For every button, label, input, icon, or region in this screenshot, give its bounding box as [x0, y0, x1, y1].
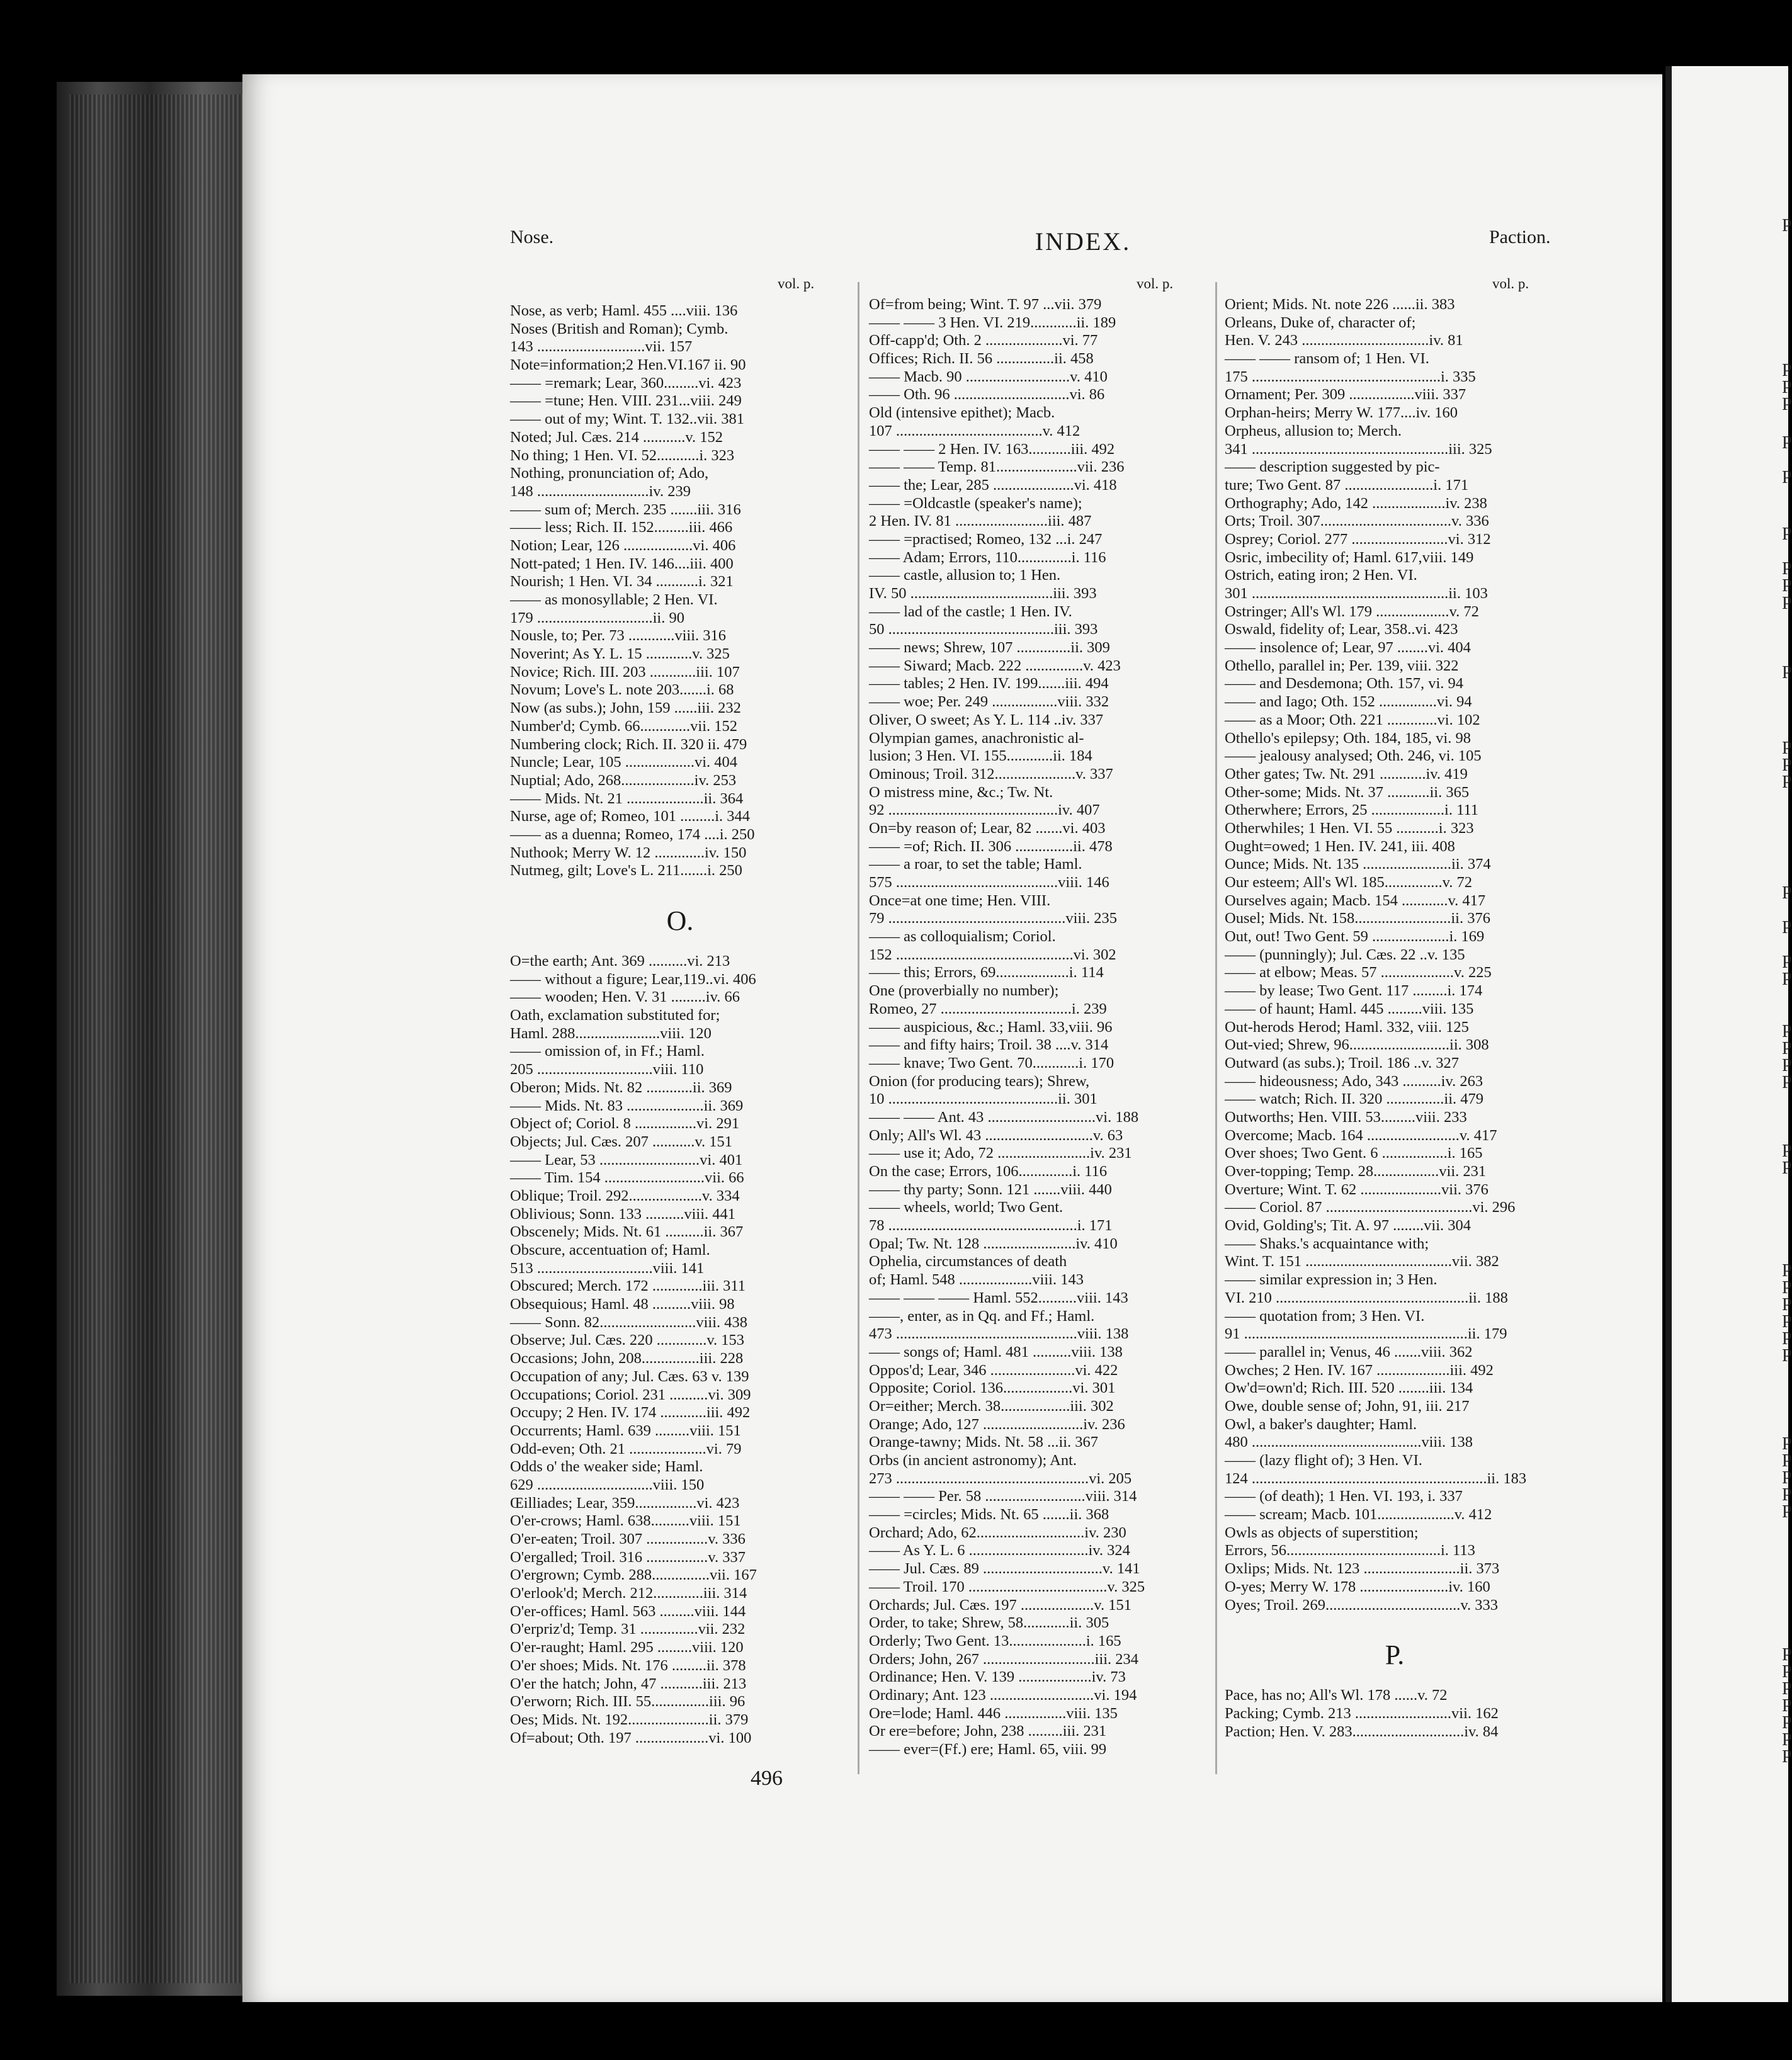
index-entry: —— as a Moor; Oth. 221 .............vi. 102 — [1225, 711, 1480, 728]
index-entry: Otherwhere; Errors, 25 ...................i. 111 — [1225, 801, 1479, 819]
column-header-1: vol. p. — [778, 276, 815, 291]
index-entry: O'er shoes; Mids. Nt. 176 .........ii. 378 — [510, 1656, 746, 1674]
index-entry: VI. 210 ..................................................ii. 188 — [1225, 1289, 1508, 1306]
index-entry: 179 ..............................ii. 90 — [510, 609, 684, 626]
index-entry: O'er-eaten; Troil. 307 ................v. 336 — [510, 1531, 746, 1548]
index-entry: Romeo, 27 ..................................i. 239 — [869, 1000, 1107, 1017]
index-entry: —— —— 3 Hen. VI. 219............ii. 189 — [869, 314, 1116, 331]
index-entry: Owches; 2 Hen. IV. 167 ...................iii. 492 — [1225, 1361, 1494, 1379]
index-entry: Occupy; 2 Hen. IV. 174 ............iii. 492 — [510, 1404, 751, 1422]
index-entry: O-yes; Merry W. 178 .......................iv. 160 — [1225, 1578, 1490, 1595]
index-entry: Nutmeg, gilt; Love's L. 211.......i. 250 — [510, 862, 742, 880]
index-entry: —— by lease; Two Gent. 117 .........i. 174 — [1225, 982, 1483, 1000]
index-entry: Orthography; Ado, 142 ...................iv. 238 — [1225, 494, 1487, 512]
index-entry: Orchards; Jul. Cæs. 197 ...................v. 151 — [869, 1596, 1131, 1614]
index-entry: Or=either; Merch. 38..................iii. 302 — [869, 1397, 1114, 1415]
index-entry: 143 ............................vii. 157 — [510, 338, 693, 356]
index-entry: Odds o' the weaker side; Haml. — [510, 1458, 703, 1476]
index-entry: Ore=lode; Haml. 446 ................viii. 135 — [869, 1704, 1118, 1722]
index-entry: Orpheus, allusion to; Merch. — [1225, 422, 1402, 439]
index-entry: —— auspicious, &c.; Haml. 33,viii. 96 — [869, 1018, 1113, 1036]
index-entry: Nose, as verb; Haml. 455 ....viii. 136 — [510, 302, 738, 319]
index-entry: O'er-offices; Haml. 563 .........viii. 144 — [510, 1602, 746, 1620]
index-entry: Observe; Jul. Cæs. 220 .............v. 153 — [510, 1332, 745, 1349]
index-entry: —— description suggested by pic- — [1225, 458, 1440, 476]
index-entry: Ought=owed; 1 Hen. IV. 241, iii. 408 — [1225, 837, 1455, 855]
column-divider — [1215, 282, 1217, 1774]
index-entry: Othello's epilepsy; Oth. 184, 185, vi. 98 — [1225, 729, 1471, 747]
index-entry: Number'd; Cymb. 66.............vii. 152 — [510, 717, 738, 735]
index-entry: Off-capp'd; Oth. 2 ....................vi. 77 — [869, 332, 1098, 349]
index-entry: Out, out! Two Gent. 59 ....................i. 169 — [1225, 928, 1485, 946]
index-entry: Onion (for producing tears); Shrew, — [869, 1072, 1090, 1090]
index-entry: —— scream; Macb. 101....................v. 412 — [1225, 1506, 1492, 1524]
index-entry: Ounce; Mids. Nt. 135 .......................ii. 374 — [1225, 856, 1491, 873]
index-entry: —— =tune; Hen. VIII. 231...viii. 249 — [510, 392, 742, 410]
index-entry: 205 ..............................viii. 110 — [510, 1061, 704, 1078]
index-entry: —— Adam; Errors, 110..............i. 116 — [869, 548, 1106, 566]
index-entry: O'erlook'd; Merch. 212.............iii. 314 — [510, 1585, 747, 1602]
index-entry: 513 ..............................viii. 141 — [510, 1259, 705, 1277]
index-entry: Nousle, to; Per. 73 ............viii. 316 — [510, 627, 726, 645]
index-entry: Our esteem; All's Wl. 185...............v. 72 — [1225, 874, 1472, 891]
index-entry: —— Sonn. 82.........................viii. 438 — [510, 1313, 748, 1331]
index-entry: —— Mids. Nt. 83 ....................ii. 369 — [510, 1097, 744, 1114]
index-entry: Oliver, O sweet; As Y. L. 114 ..iv. 337 — [869, 711, 1104, 728]
index-entry: of; Haml. 548 ...................viii. 143 — [869, 1271, 1084, 1289]
index-entry: —— similar expression in; 3 Hen. — [1225, 1271, 1438, 1289]
index-entry: Owls as objects of superstition; — [1225, 1524, 1419, 1541]
index-entry: Oxlips; Mids. Nt. 123 .........................ii. 373 — [1225, 1560, 1500, 1578]
index-entry: —— =of; Rich. II. 306 ...............ii. 478 — [869, 837, 1113, 855]
index-entry: —— the; Lear, 285 .....................vi. 418 — [869, 476, 1117, 494]
index-column-2 — [869, 296, 1209, 1759]
index-entry: On=by reason of; Lear, 82 .......vi. 403 — [869, 819, 1106, 837]
index-entry: —— —— 2 Hen. IV. 163...........iii. 492 — [869, 440, 1115, 458]
index-entry: Occupation of any; Jul. Cæs. 63 v. 139 — [510, 1367, 749, 1385]
index-entry: Paction; Hen. V. 283.............................iv. 84 — [1225, 1723, 1499, 1740]
index-entry: O'er-crows; Haml. 638..........viii. 151 — [510, 1512, 741, 1530]
index-entry: Obscure, accentuation of; Haml. — [510, 1242, 710, 1259]
index-entry: Olympian games, anachronistic al- — [869, 729, 1084, 747]
index-entry: —— ever=(Ff.) ere; Haml. 65, viii. 99 — [869, 1741, 1107, 1758]
index-entry: No thing; 1 Hen. VI. 52...........i. 323 — [510, 446, 735, 464]
index-entry: Out-herods Herod; Haml. 332, viii. 125 — [1225, 1018, 1469, 1036]
index-column-3 — [1225, 296, 1565, 1741]
page-number: 496 — [751, 1767, 783, 1790]
index-entry: O'er the hatch; John, 47 ...........iii. 213 — [510, 1675, 747, 1692]
index-entry: 50 ...........................................iii. 393 — [869, 621, 1098, 638]
index-entry: Of=from being; Wint. T. 97 ...vii. 379 — [869, 296, 1102, 313]
index-entry: —— hideousness; Ado, 343 ..........iv. 263 — [1225, 1072, 1483, 1090]
index-entry: Overcome; Macb. 164 ........................v. 417 — [1225, 1126, 1497, 1144]
index-entry: Haml. 288......................viii. 120 — [510, 1024, 712, 1042]
index-entry: —— =circles; Mids. Nt. 65 .......ii. 368 — [869, 1506, 1109, 1524]
index-entry: Nuncle; Lear, 105 ..................vi. 404 — [510, 754, 738, 771]
index-entry: —— =remark; Lear, 360.........vi. 423 — [510, 374, 742, 392]
index-entry: Nourish; 1 Hen. VI. 34 ...........i. 321 — [510, 573, 734, 591]
index-entry: Orange-tawny; Mids. Nt. 58 ...ii. 367 — [869, 1434, 1099, 1451]
column-header-2: vol. p. — [1137, 276, 1174, 291]
page-edges — [69, 94, 252, 1983]
index-entry: Oes; Mids. Nt. 192.....................ii. 379 — [510, 1711, 749, 1728]
index-entry: —— —— Per. 58 ..........................viii. 314 — [869, 1488, 1137, 1505]
index-entry: Oppos'd; Lear, 346 ......................vi. 422 — [869, 1361, 1118, 1379]
running-head-first-entry: Nose. — [510, 227, 554, 247]
index-entry: —— wooden; Hen. V. 31 .........iv. 66 — [510, 988, 740, 1006]
index-entry: O=the earth; Ant. 369 ..........vi. 213 — [510, 953, 730, 970]
index-entry: Offices; Rich. II. 56 ...............ii. 458 — [869, 350, 1094, 368]
index-entry: Osric, imbecility of; Haml. 617,viii. 149 — [1225, 548, 1474, 566]
index-entry: Orient; Mids. Nt. note 226 ......ii. 383 — [1225, 296, 1455, 313]
index-entry: Oswald, fidelity of; Lear, 358..vi. 423 — [1225, 621, 1458, 638]
index-entry: Obsequious; Haml. 48 ..........viii. 98 — [510, 1296, 735, 1313]
index-entry: —— Macb. 90 ...........................v. 410 — [869, 368, 1108, 385]
index-entry: —— less; Rich. II. 152.........iii. 466 — [510, 519, 733, 536]
index-entry: —— and Desdemona; Oth. 157, vi. 94 — [1225, 675, 1464, 693]
index-entry: Hen. V. 243 .................................iv. 81 — [1225, 332, 1463, 349]
index-entry: —— lad of the castle; 1 Hen. IV. — [869, 603, 1072, 620]
index-entry: —— quotation from; 3 Hen. VI. — [1225, 1307, 1425, 1325]
index-entry: Orders; John, 267 .............................iii. 234 — [869, 1650, 1139, 1668]
index-entry: —— news; Shrew, 107 ..............ii. 309 — [869, 639, 1110, 657]
index-entry: 575 ..........................................viii. 146 — [869, 874, 1109, 891]
facing-page-edge: P P P P P P P P P P P P P P P P P P P P P P P P P P P P P P P P P P P P P P P P P P — [1665, 66, 1788, 2002]
section-letter: P. — [1385, 1639, 1405, 1671]
index-entry: Ostrich, eating iron; 2 Hen. VI. — [1225, 567, 1417, 584]
index-entry: Occasions; John, 208...............iii. 228 — [510, 1350, 744, 1367]
index-entry: Errors, 56........................................i. 113 — [1225, 1542, 1475, 1559]
index-entry: O'erworn; Rich. III. 55...............iii. 96 — [510, 1693, 746, 1711]
column-header-3: vol. p. — [1492, 276, 1529, 291]
index-entry: Ow'd=own'd; Rich. III. 520 ........iii. 134 — [1225, 1379, 1473, 1397]
index-entry: —— Oth. 96 ..............................vi. 86 — [869, 386, 1105, 404]
index-entry: Old (intensive epithet); Macb. — [869, 404, 1055, 422]
index-entry: Othello, parallel in; Per. 139, viii. 322 — [1225, 657, 1459, 674]
index-entry: —— thy party; Sonn. 121 .......viii. 440 — [869, 1180, 1112, 1198]
index-entry: Orleans, Duke of, character of; — [1225, 314, 1416, 331]
index-entry: —— songs of; Haml. 481 ..........viii. 138 — [869, 1343, 1123, 1361]
index-entry: Ordinance; Hen. V. 139 ...................iv. 73 — [869, 1668, 1126, 1686]
index-entry: —— Shaks.'s acquaintance with; — [1225, 1235, 1429, 1252]
index-entry: —— wheels, world; Two Gent. — [869, 1199, 1063, 1216]
index-entry: 78 .................................................i. 171 — [869, 1217, 1113, 1235]
index-entry: lusion; 3 Hen. VI. 155............ii. 184 — [869, 747, 1092, 765]
index-entry: —— Troil. 170 ....................................v. 325 — [869, 1578, 1145, 1595]
index-entry: Object of; Coriol. 8 ................vi. 291 — [510, 1115, 740, 1133]
index-entry: —— use it; Ado, 72 ........................iv. 231 — [869, 1145, 1132, 1162]
index-entry: —— (lazy flight of); 3 Hen. VI. — [1225, 1452, 1422, 1469]
index-entry: On the case; Errors, 106..............i. 116 — [869, 1163, 1108, 1180]
index-entry: 273 ..................................................vi. 205 — [869, 1469, 1132, 1487]
index-entry: Occupations; Coriol. 231 ..........vi. 309 — [510, 1386, 751, 1403]
page-title: INDEX. — [1035, 227, 1131, 256]
index-entry: Novum; Love's L. note 203.......i. 68 — [510, 681, 734, 699]
index-entry: ture; Two Gent. 87 .......................i. 171 — [1225, 476, 1469, 494]
index-entry: 91 ..........................................................ii. 179 — [1225, 1325, 1507, 1343]
index-column-1 — [510, 302, 850, 1747]
index-entry: Oyes; Troil. 269...................................v. 333 — [1225, 1596, 1499, 1614]
index-entry: —— —— —— Haml. 552..........viii. 143 — [869, 1289, 1128, 1306]
index-entry: Oath, exclamation substituted for; — [510, 1007, 720, 1024]
index-entry: Oblique; Troil. 292...................v. 334 — [510, 1187, 740, 1204]
index-entry: Osprey; Coriol. 277 .........................vi. 312 — [1225, 530, 1491, 548]
index-entry: Overture; Wint. T. 62 .....................vii. 376 — [1225, 1180, 1489, 1198]
index-entry: Noses (British and Roman); Cymb. — [510, 320, 729, 337]
index-entry: —— =Oldcastle (speaker's name); — [869, 494, 1082, 512]
index-entry: —— woe; Per. 249 .................viii. 332 — [869, 693, 1109, 711]
index-entry: Packing; Cymb. 213 .........................vii. 162 — [1225, 1704, 1499, 1722]
index-entry: O'ergalled; Troil. 316 ................v. 337 — [510, 1548, 746, 1566]
index-entry: —— without a figure; Lear,119..vi. 406 — [510, 970, 756, 988]
index-entry: Ordinary; Ant. 123 ...........................vi. 194 — [869, 1686, 1137, 1704]
section-letter: O. — [666, 905, 694, 936]
index-entry: Noverint; As Y. L. 15 ............v. 325 — [510, 645, 730, 663]
index-entry: Oberon; Mids. Nt. 82 ............ii. 369 — [510, 1078, 732, 1096]
index-entry: Ourselves again; Macb. 154 ............v. 417 — [1225, 891, 1486, 909]
index-entry: Outward (as subs.); Troil. 186 ..v. 327 — [1225, 1054, 1460, 1072]
index-entry: 148 .............................iv. 239 — [510, 482, 691, 500]
index-entry: —— this; Errors, 69...................i. 114 — [869, 964, 1104, 982]
index-entry: 473 ...............................................viii. 138 — [869, 1325, 1129, 1343]
index-entry: —— Tim. 154 ..........................vii. 66 — [510, 1169, 744, 1187]
index-entry: —— and fifty hairs; Troil. 38 ....v. 314 — [869, 1036, 1109, 1054]
index-entry: —— Lear, 53 ..........................vi. 401 — [510, 1151, 743, 1169]
index-entry: Objects; Jul. Cæs. 207 ...........v. 151 — [510, 1133, 732, 1150]
index-entry: —— tables; 2 Hen. IV. 199.......iii. 494 — [869, 675, 1109, 693]
index-entry: Or ere=before; John, 238 .........iii. 231 — [869, 1723, 1107, 1740]
index-entry: Occurrents; Haml. 639 .........viii. 151 — [510, 1422, 741, 1439]
index-entry: Obscured; Merch. 172 .............iii. 311 — [510, 1277, 746, 1295]
index-entry: Nott-pated; 1 Hen. IV. 146....iii. 400 — [510, 555, 734, 572]
running-head-last-entry: Paction. — [1489, 227, 1551, 247]
index-entry: —— castle, allusion to; 1 Hen. — [869, 567, 1061, 584]
index-entry: One (proverbially no number); — [869, 982, 1059, 1000]
index-entry: Nuptial; Ado, 268...................iv. 253 — [510, 771, 737, 789]
index-entry: Now (as subs.); John, 159 ......iii. 232 — [510, 699, 741, 717]
index-entry: Owl, a baker's daughter; Haml. — [1225, 1415, 1417, 1433]
index-entry: Out-vied; Shrew, 96..........................ii. 308 — [1225, 1036, 1489, 1054]
index-entry: —— a roar, to set the table; Haml. — [869, 856, 1082, 873]
index-entry: Orange; Ado, 127 ..........................iv. 236 — [869, 1415, 1125, 1433]
index-entry: —— knave; Two Gent. 70............i. 170 — [869, 1054, 1114, 1072]
index-entry: IV. 50 .....................................iii. 393 — [869, 585, 1097, 602]
index-entry: —— —— ransom of; 1 Hen. VI. — [1225, 350, 1429, 368]
index-entry: 175 .................................................i. 335 — [1225, 368, 1476, 385]
index-entry: —— at elbow; Meas. 57 ...................v. 225 — [1225, 964, 1492, 982]
index-entry: —— Coriol. 87 ......................................vi. 296 — [1225, 1199, 1516, 1216]
index-entry: —— as colloquialism; Coriol. — [869, 928, 1056, 946]
index-entry: Outworths; Hen. VIII. 53.........viii. 233 — [1225, 1108, 1467, 1126]
index-entry: Orphan-heirs; Merry W. 177....iv. 160 — [1225, 404, 1458, 422]
index-entry: Orts; Troil. 307..................................v. 336 — [1225, 512, 1489, 530]
index-entry: Wint. T. 151 ......................................vii. 382 — [1225, 1253, 1499, 1271]
index-entry: Note=information;2 Hen.VI.167 ii. 90 — [510, 356, 746, 374]
index-entry: Other-some; Mids. Nt. 37 ...........ii. 365 — [1225, 783, 1470, 801]
index-entry: Notion; Lear, 126 ..................vi. 406 — [510, 536, 736, 554]
index-entry: —— jealousy analysed; Oth. 246, vi. 105 — [1225, 747, 1482, 765]
index-entry: Otherwhiles; 1 Hen. VI. 55 ...........i. 323 — [1225, 819, 1474, 837]
index-entry: Orbs (in ancient astronomy); Ant. — [869, 1452, 1077, 1469]
index-entry: Opposite; Coriol. 136..................vi. 301 — [869, 1379, 1116, 1397]
index-entry: Owe, double sense of; John, 91, iii. 217 — [1225, 1397, 1470, 1415]
index-entry: 152 ..............................................vi. 302 — [869, 946, 1116, 963]
index-entry: 301 ...................................................ii. 103 — [1225, 585, 1488, 602]
index-entry: Ovid, Golding's; Tit. A. 97 ........vii. 304 — [1225, 1217, 1472, 1235]
index-entry: —— and Iago; Oth. 152 ...............vi. 94 — [1225, 693, 1472, 711]
index-entry: Once=at one time; Hen. VIII. — [869, 891, 1051, 909]
index-entry: ——, enter, as in Qq. and Ff.; Haml. — [869, 1307, 1095, 1325]
index-entry: 2 Hen. IV. 81 ........................iii. 487 — [869, 512, 1092, 530]
index-entry: —— of haunt; Haml. 445 .........viii. 135 — [1225, 1000, 1474, 1017]
index-entry: Over-topping; Temp. 28.................vii. 231 — [1225, 1163, 1487, 1180]
index-entry: Ophelia, circumstances of death — [869, 1253, 1067, 1271]
index-entry: Ousel; Mids. Nt. 158.........................ii. 376 — [1225, 910, 1490, 927]
index-entry: 124 .............................................................ii. 183 — [1225, 1469, 1527, 1487]
index-entry: Oblivious; Sonn. 133 ..........viii. 441 — [510, 1205, 736, 1223]
index-entry: O'ergrown; Cymb. 288...............vii. 167 — [510, 1566, 757, 1584]
index-entry: Opal; Tw. Nt. 128 ........................iv. 410 — [869, 1235, 1118, 1252]
index-entry: Orderly; Two Gent. 13....................i. 165 — [869, 1632, 1121, 1650]
index-entry: Ostringer; All's Wl. 179 ...................v. 72 — [1225, 603, 1479, 620]
index-entry: 10 ............................................ii. 301 — [869, 1090, 1097, 1108]
index-entry: Of=about; Oth. 197 ...................vi. 100 — [510, 1729, 752, 1746]
index-entry: —— sum of; Merch. 235 .......iii. 316 — [510, 501, 741, 518]
index-entry: —— out of my; Wint. T. 132..vii. 381 — [510, 410, 744, 428]
index-entry: —— omission of, in Ff.; Haml. — [510, 1043, 705, 1060]
index-entry: 107 ......................................v. 412 — [869, 422, 1080, 439]
index-entry: —— (of death); 1 Hen. VI. 193, i. 337 — [1225, 1488, 1463, 1505]
index-entry: Œilliades; Lear, 359................vi. 423 — [510, 1494, 740, 1512]
index-entry: Other gates; Tw. Nt. 291 ............iv. 419 — [1225, 765, 1468, 783]
index-entry: Order, to take; Shrew, 58............ii. 305 — [869, 1614, 1109, 1632]
index-entry: Nothing, pronunciation of; Ado, — [510, 465, 709, 482]
index-entry: 629 ..............................viii. 150 — [510, 1476, 705, 1493]
index-entry: Odd-even; Oth. 21 ....................vi. 79 — [510, 1440, 742, 1457]
index-entry: O'erpriz'd; Temp. 31 ...............vii. 232 — [510, 1621, 746, 1638]
index-entry: 341 ...................................................iii. 325 — [1225, 440, 1492, 458]
index-entry: 92 ............................................iv. 407 — [869, 801, 1100, 819]
index-entry: —— As Y. L. 6 ...............................iv. 324 — [869, 1542, 1130, 1559]
index-entry: Nuthook; Merry W. 12 .............iv. 150 — [510, 844, 747, 861]
index-entry: Over shoes; Two Gent. 6 .................i. 165 — [1225, 1145, 1483, 1162]
index-entry: Orchard; Ado, 62............................iv. 230 — [869, 1524, 1126, 1541]
index-entry: —— —— Temp. 81.....................vii. 236 — [869, 458, 1125, 476]
index-entry: Novice; Rich. III. 203 ............iii. 107 — [510, 663, 740, 681]
index-entry: —— as monosyllable; 2 Hen. VI. — [510, 591, 718, 608]
index-entry: O'er-raught; Haml. 295 .........viii. 120 — [510, 1639, 744, 1656]
index-entry: —— parallel in; Venus, 46 .......viii. 362 — [1225, 1343, 1473, 1361]
index-entry: 480 ............................................viii. 138 — [1225, 1434, 1473, 1451]
index-entry: —— insolence of; Lear, 97 ........vi. 404 — [1225, 639, 1471, 657]
index-entry: Nurse, age of; Romeo, 101 .........i. 344 — [510, 808, 751, 825]
index-entry: Numbering clock; Rich. II. 320 ii. 479 — [510, 735, 747, 753]
index-entry: —— watch; Rich. II. 320 ...............ii. 479 — [1225, 1090, 1484, 1108]
index-entry: Pace, has no; All's Wl. 178 ......v. 72 — [1225, 1687, 1448, 1704]
index-entry: —— as a duenna; Romeo, 174 ....i. 250 — [510, 825, 755, 843]
index-entry: 79 ..............................................viii. 235 — [869, 910, 1118, 927]
index-entry: —— =practised; Romeo, 132 ...i. 247 — [869, 530, 1103, 548]
index-entry: —— (punningly); Jul. Cæs. 22 ..v. 135 — [1225, 946, 1465, 963]
index-entry: Obscenely; Mids. Nt. 61 ..........ii. 367 — [510, 1223, 744, 1241]
index-entry: O mistress mine, &c.; Tw. Nt. — [869, 783, 1053, 801]
index-entry: Ornament; Per. 309 .................viii. 337 — [1225, 386, 1466, 404]
index-entry: —— Mids. Nt. 21 ....................ii. 364 — [510, 789, 744, 807]
index-entry: —— —— Ant. 43 ............................vi. 188 — [869, 1108, 1139, 1126]
index-entry: Only; All's Wl. 43 ............................v. 63 — [869, 1126, 1123, 1144]
index-entry: —— Siward; Macb. 222 ...............v. 423 — [869, 657, 1121, 674]
index-entry: —— Jul. Cæs. 89 ...............................v. 141 — [869, 1560, 1140, 1578]
index-entry: Noted; Jul. Cæs. 214 ...........v. 152 — [510, 428, 723, 446]
index-entry: Ominous; Troil. 312.....................v. 337 — [869, 765, 1113, 783]
column-divider — [858, 282, 859, 1774]
